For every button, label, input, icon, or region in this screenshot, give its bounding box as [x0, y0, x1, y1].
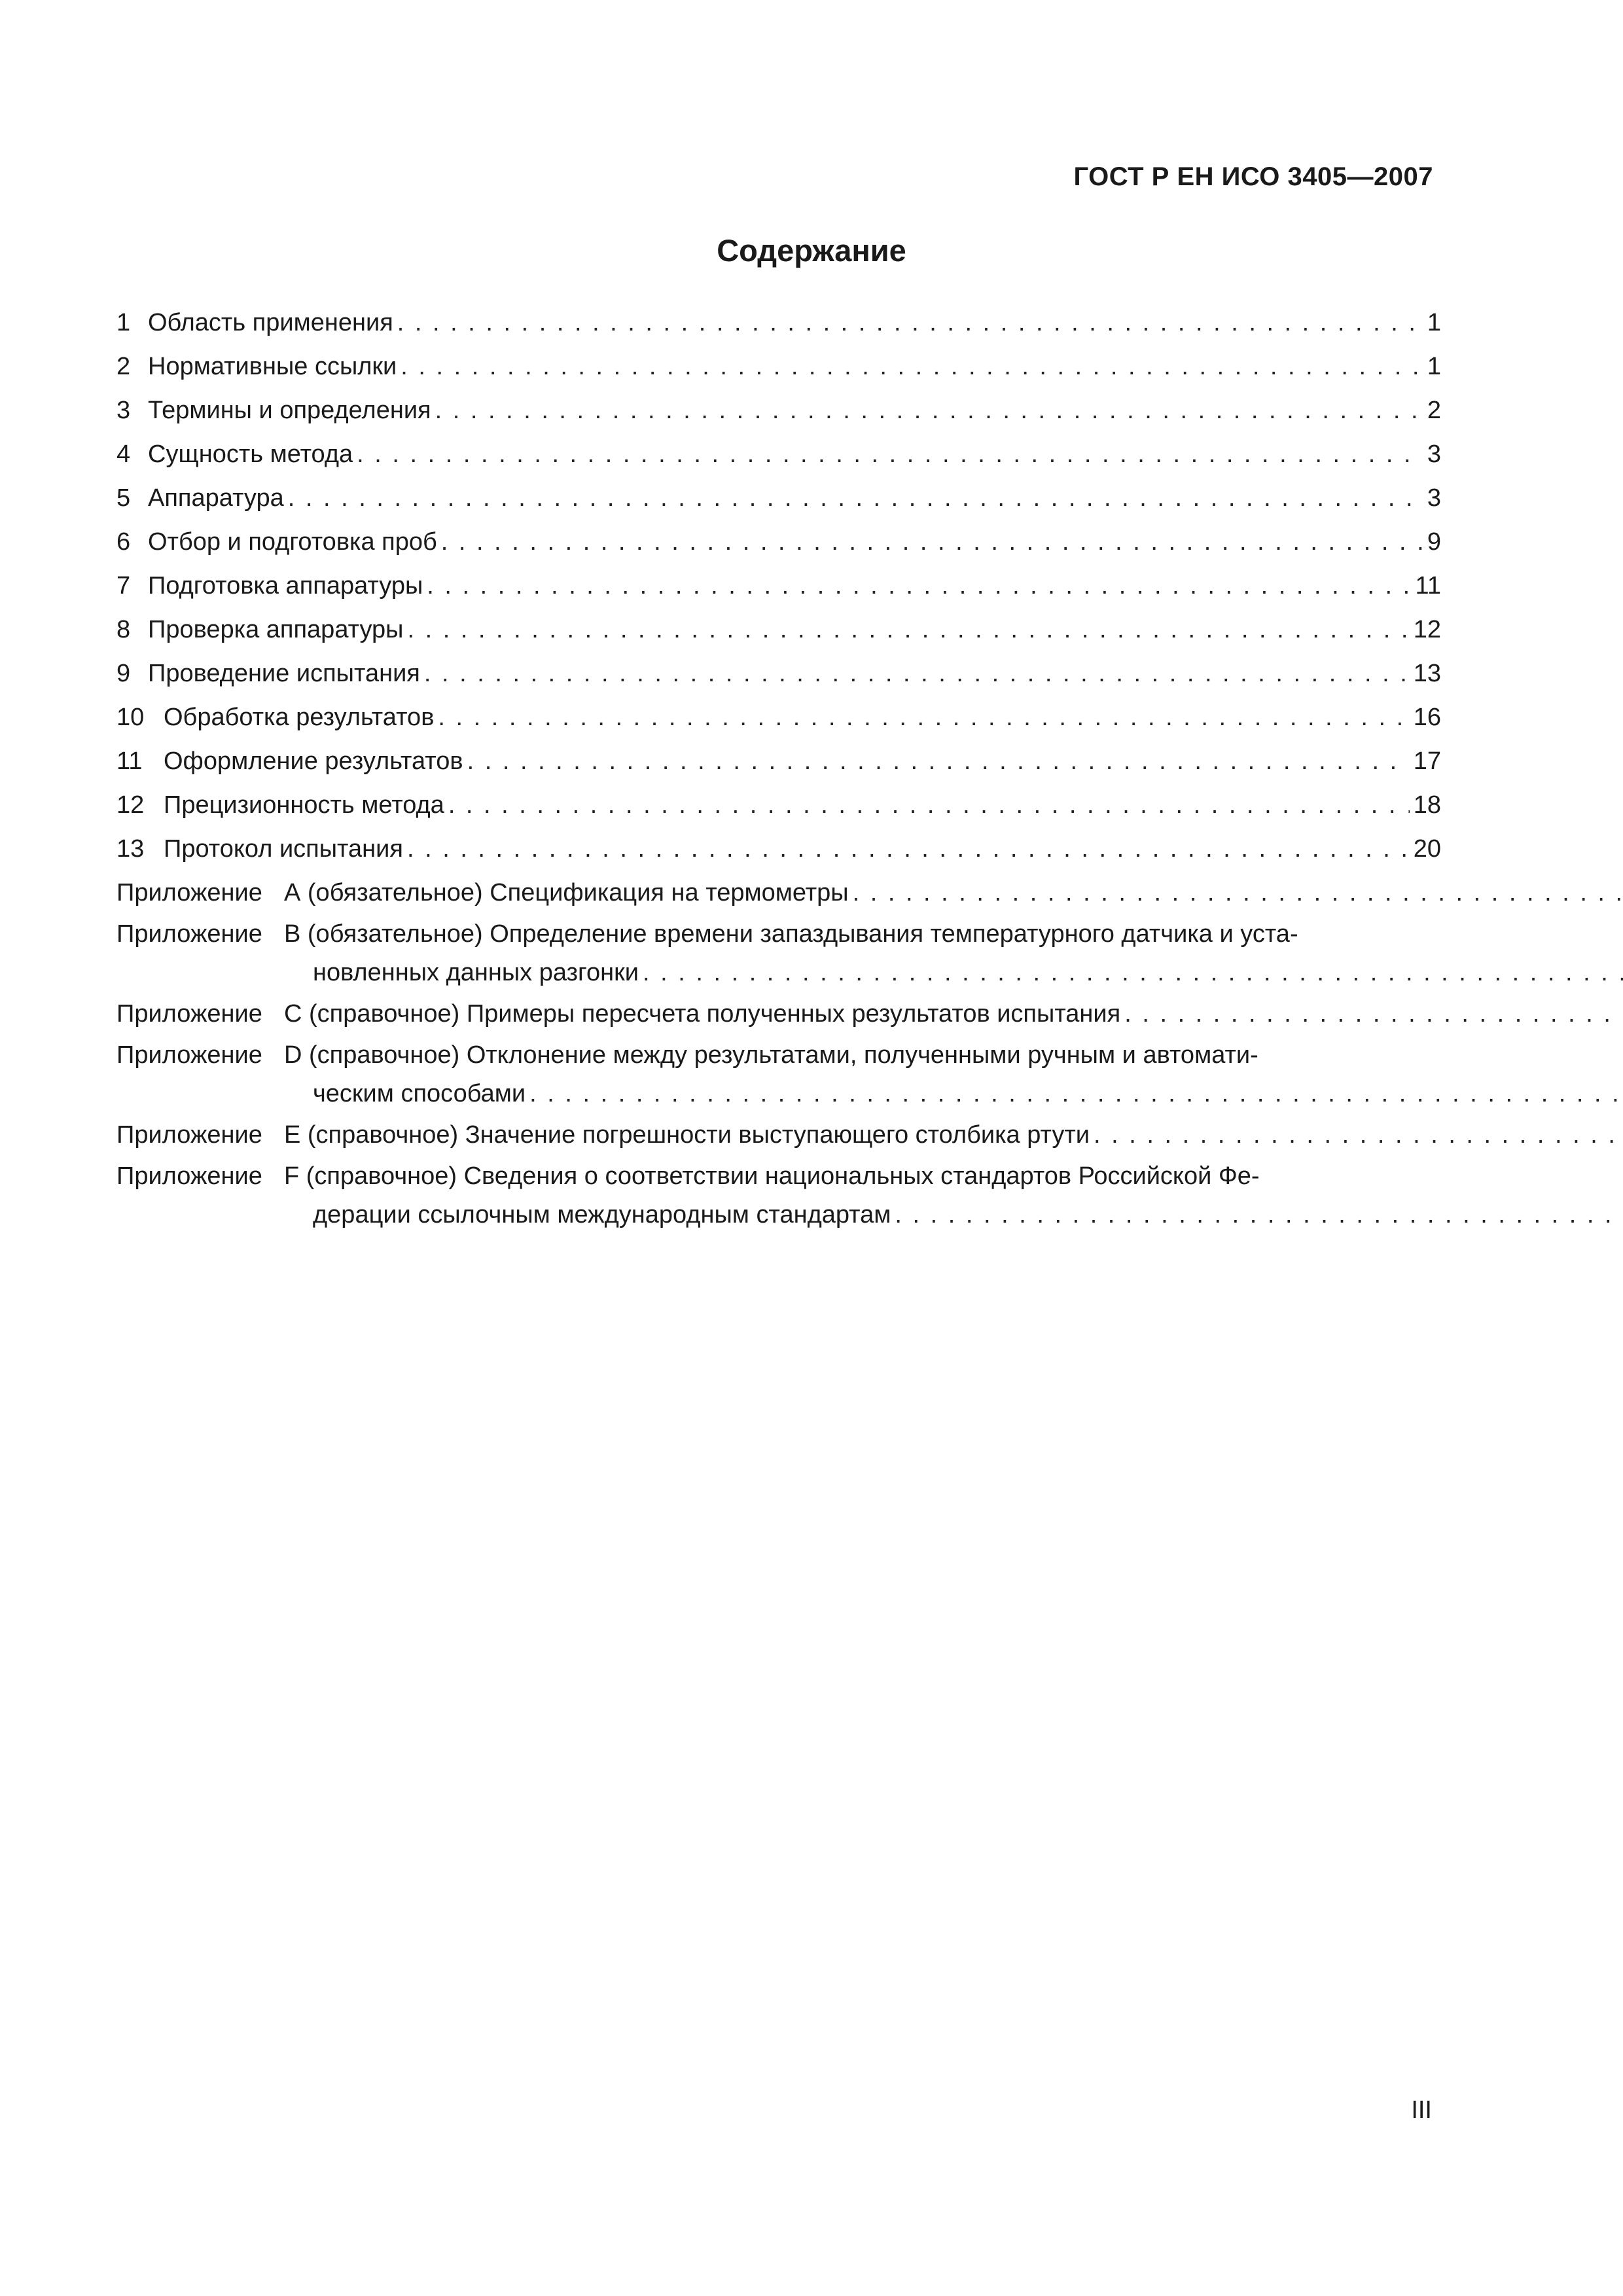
toc-appendix-d[interactable] [116, 1036, 1441, 1113]
appendix-title-continued: новленных данных разгонки [313, 959, 639, 986]
appendix-title: D (справочное) Отклонение между результатами, полученными ручным и автомати- [284, 1041, 1258, 1069]
toc-entry-page: 3 [1427, 440, 1441, 468]
toc-entry-number: 13 [116, 835, 145, 863]
toc-appendix-b[interactable] [116, 915, 1441, 992]
toc-entry-number: 7 [116, 572, 131, 600]
toc-entry-number: 12 [116, 791, 145, 819]
leader-dots [397, 301, 1423, 345]
toc-entry-page: 3 [1427, 484, 1441, 512]
appendix-prefix: Приложение [116, 920, 262, 948]
appendix-prefix: Приложение [116, 1000, 262, 1028]
leader-dots [438, 696, 1409, 740]
leader-dots [441, 520, 1423, 564]
toc-entry-label: Протокол испытания [164, 835, 403, 863]
page-number: III [1411, 2096, 1432, 2124]
toc-entry-8[interactable] [116, 608, 1441, 652]
toc-appendix-c[interactable] [116, 995, 1441, 1033]
toc-title: Содержание [717, 233, 906, 268]
toc-entry-page: 11 [1415, 572, 1441, 600]
toc-entry-label: Прецизионность метода [164, 791, 444, 819]
toc-entry-label: Отбор и подготовка проб [148, 528, 437, 556]
toc-entry-page: 2 [1427, 397, 1441, 424]
toc-entry-label: Проведение испытания [148, 660, 420, 687]
toc-appendix-a[interactable] [116, 874, 1441, 912]
leader-dots [424, 652, 1410, 696]
toc-entry-number: 9 [116, 660, 131, 687]
appendix-title-continued: ческим способами [313, 1080, 526, 1107]
toc-entry-label: Аппаратура [148, 484, 284, 512]
leader-dots [401, 345, 1423, 389]
toc-entry-label: Сущность метода [148, 440, 353, 468]
toc-entry-2[interactable] [116, 345, 1441, 389]
leader-dots [407, 608, 1409, 652]
toc-entry-number: 3 [116, 397, 131, 424]
leader-dots [1094, 1116, 1623, 1155]
toc-entry-number: 11 [116, 747, 143, 775]
appendix-prefix: Приложение [116, 1121, 262, 1149]
toc-entry-6[interactable] [116, 520, 1441, 564]
toc-entry-number: 5 [116, 484, 131, 512]
leader-dots [448, 783, 1410, 827]
toc-entry-number: 2 [116, 353, 131, 380]
toc-entry-page: 9 [1427, 528, 1441, 556]
toc-entry-page: 1 [1427, 309, 1441, 336]
toc-appendix-e[interactable] [116, 1116, 1441, 1155]
toc-entry-number: 8 [116, 616, 131, 643]
leader-dots [643, 954, 1623, 992]
toc-entry-number: 10 [116, 704, 145, 731]
toc-entry-number: 4 [116, 440, 131, 468]
appendix-prefix: Приложение [116, 879, 262, 906]
toc-entry-11[interactable] [116, 740, 1441, 783]
leader-dots [357, 433, 1423, 476]
toc-entry-label: Проверка аппаратуры [148, 616, 404, 643]
leader-dots [467, 740, 1410, 783]
toc-entry-number: 6 [116, 528, 131, 556]
toc-entry-12[interactable] [116, 783, 1441, 827]
appendix-title: F (справочное) Сведения о соответствии национальных стандартов Российской Фе- [284, 1162, 1260, 1190]
toc-entry-label: Оформление результатов [164, 747, 463, 775]
toc-entry-label: Термины и определения [148, 397, 431, 424]
toc-entry-4[interactable] [116, 433, 1441, 476]
leader-dots [895, 1196, 1623, 1234]
toc-entry-3[interactable] [116, 389, 1441, 433]
leader-dots [427, 564, 1411, 608]
appendix-title: С (справочное) Примеры пересчета полученных результатов испытания [284, 1000, 1121, 1028]
leader-dots [529, 1075, 1623, 1113]
leader-dots [288, 476, 1423, 520]
toc-entry-label: Нормативные ссылки [148, 353, 397, 380]
appendix-prefix: Приложение [116, 1041, 262, 1069]
toc-entry-number: 1 [116, 309, 131, 336]
appendix-title: В (обязательное) Определение времени запаздывания температурного датчика и уста- [284, 920, 1298, 948]
toc-entry-page: 17 [1413, 747, 1441, 775]
toc-appendix-f[interactable] [116, 1157, 1441, 1234]
leader-dots [435, 389, 1423, 433]
table-of-contents [116, 301, 1441, 1237]
toc-entry-10[interactable] [116, 696, 1441, 740]
toc-entry-13[interactable] [116, 827, 1441, 871]
appendix-title: А (обязательное) Спецификация на термометры [284, 879, 849, 906]
leader-dots [407, 827, 1410, 871]
appendix-title-continued: дерации ссылочным международным стандартам [313, 1201, 891, 1229]
leader-dots [853, 874, 1623, 912]
toc-entry-label: Область применения [148, 309, 393, 336]
toc-entry-page: 13 [1413, 660, 1441, 687]
toc-entry-label: Обработка результатов [164, 704, 435, 731]
toc-entry-7[interactable] [116, 564, 1441, 608]
toc-entry-page: 16 [1413, 704, 1441, 731]
toc-entry-1[interactable] [116, 301, 1441, 345]
toc-entry-page: 20 [1413, 835, 1441, 863]
appendix-prefix: Приложение [116, 1162, 262, 1190]
toc-entry-page: 1 [1427, 353, 1441, 380]
toc-entry-page: 12 [1413, 616, 1441, 643]
toc-entry-label: Подготовка аппаратуры [148, 572, 423, 600]
leader-dots [1124, 995, 1623, 1033]
toc-entry-page: 18 [1413, 791, 1441, 819]
toc-entry-9[interactable] [116, 652, 1441, 696]
appendix-title: Е (справочное) Значение погрешности выступающего столбика ртути [284, 1121, 1090, 1149]
toc-entry-5[interactable] [116, 476, 1441, 520]
document-code: ГОСТ Р ЕН ИСО 3405—2007 [1073, 162, 1433, 191]
